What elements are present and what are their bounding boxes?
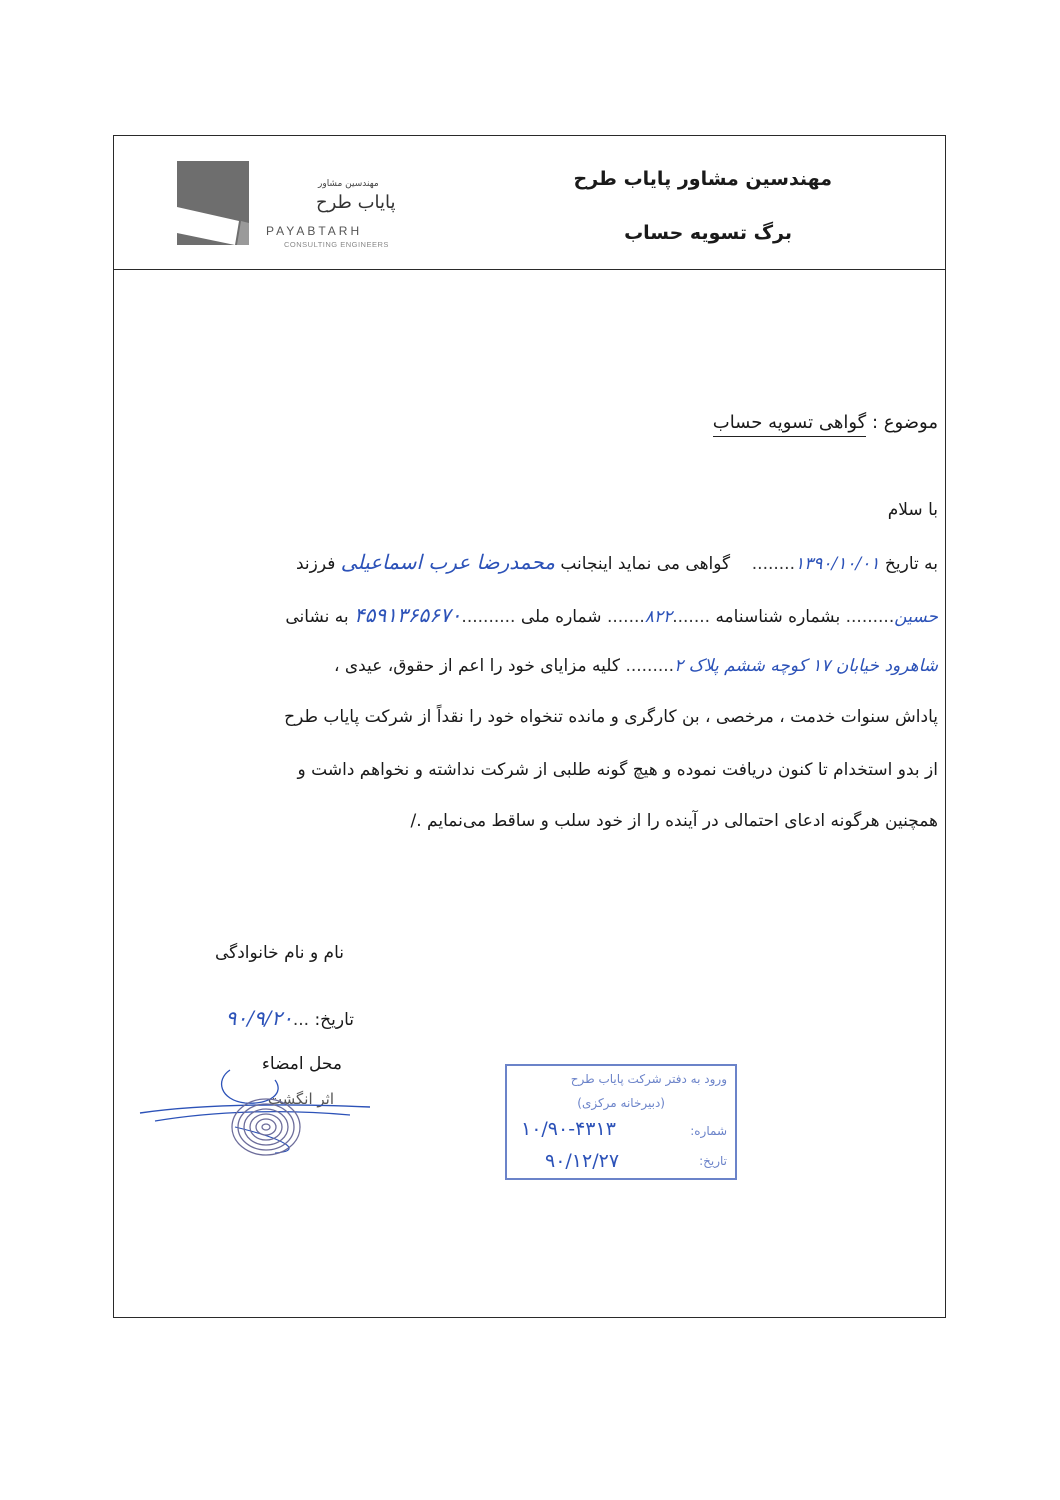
body-text: فرزند xyxy=(296,554,336,574)
body-line-6: همچنین هرگونه ادعای احتمالی در آینده را از خود سلب و ساقط می‌نمایم ./ xyxy=(410,811,938,831)
date-dots: ۱۳۹۰/۱۰/۰۱........ xyxy=(746,554,880,574)
handwritten-footer-date: ۹۰/۹/۲۰ xyxy=(225,1006,293,1030)
stamp-date-label: تاریخ: xyxy=(699,1154,727,1168)
body-text: به تاریخ xyxy=(884,554,938,574)
header-divider xyxy=(113,269,946,270)
footer-date xyxy=(226,1006,354,1030)
dots: ....... xyxy=(672,607,711,627)
subject-line xyxy=(713,412,938,433)
footer-date-label: تاریخ: xyxy=(314,1010,354,1030)
company-name: مهندسین مشاور پایاب طرح xyxy=(573,168,832,190)
subject-label: موضوع : xyxy=(871,412,938,433)
handwritten-national-id: ۴۵۹۱۳۶۵۶۷۰ xyxy=(354,603,462,627)
body-line-4: پاداش سنوات خدمت ، مرخصی ، بن کارگری و مانده تنخواه خود را نقداً از شرکت پایاب طرح xyxy=(284,707,938,727)
subject-value: گواهی تسویه حساب xyxy=(713,412,866,437)
dots: .......... xyxy=(461,607,516,627)
logo-fa-small: مهندسین مشاور xyxy=(318,179,379,189)
handwritten-name: محمدرضا عرب اسماعیلی xyxy=(340,550,555,574)
company-logo xyxy=(177,161,249,245)
dots: ......... xyxy=(845,607,895,627)
dots: ......... xyxy=(625,656,675,676)
logo-mark-icon xyxy=(177,161,249,245)
body-line-5: از بدو استخدام تا کنون دریافت نموده و هیچ گونه طلبی از شرکت نداشته و نخواهم داشت و xyxy=(297,760,938,780)
handwritten-father-name: حسین xyxy=(894,607,938,627)
stamp-line-1: ورود به دفتر شرکت پایاب طرح xyxy=(570,1072,727,1086)
logo-fa-name: پایاب طرح xyxy=(316,192,396,213)
logo-subtitle: CONSULTING ENGINEERS xyxy=(284,240,389,249)
handwritten-address: شاهرود خیابان ۱۷ کوچه ششم پلاک ۲ xyxy=(674,656,938,676)
stamp-line-2: (دبیرخانه مرکزی) xyxy=(577,1096,665,1110)
body-text: گواهی می نماید اینجانب xyxy=(560,554,731,574)
body-text: به نشانی xyxy=(285,607,349,627)
body-line-3 xyxy=(334,656,938,676)
body-text: کلیه مزایای خود را اعم از حقوق، عیدی ، xyxy=(333,656,621,676)
dots: ....... xyxy=(606,607,645,627)
logo-en-name: PAYABTARH xyxy=(266,224,363,238)
fingerprint-icon xyxy=(226,1092,306,1162)
reception-stamp xyxy=(505,1064,737,1180)
body-text: شماره ملی xyxy=(520,607,602,627)
body-text: بشماره شناسنامه xyxy=(715,607,841,627)
stamp-number-label: شماره: xyxy=(690,1124,727,1138)
greeting: با سلام xyxy=(887,500,938,520)
handwritten-date: ۱۳۹۰/۱۰/۰۱ xyxy=(795,554,880,574)
dots: ... xyxy=(292,1010,310,1030)
form-title: برگ تسویه حساب xyxy=(624,222,792,244)
body-line-2 xyxy=(285,603,938,627)
name-label: نام و نام خانوادگی xyxy=(214,943,344,963)
stamp-number-value: ۱۰/۹۰-۴۳۱۳ xyxy=(521,1118,616,1140)
stamp-date-value: ۹۰/۱۲/۲۷ xyxy=(545,1150,620,1172)
body-line-1 xyxy=(296,550,938,574)
signature-label: محل امضاء xyxy=(261,1054,342,1074)
thumbprint-label: اثر انگشت xyxy=(267,1090,334,1108)
handwritten-id-number: ۸۲۲ xyxy=(644,607,673,627)
